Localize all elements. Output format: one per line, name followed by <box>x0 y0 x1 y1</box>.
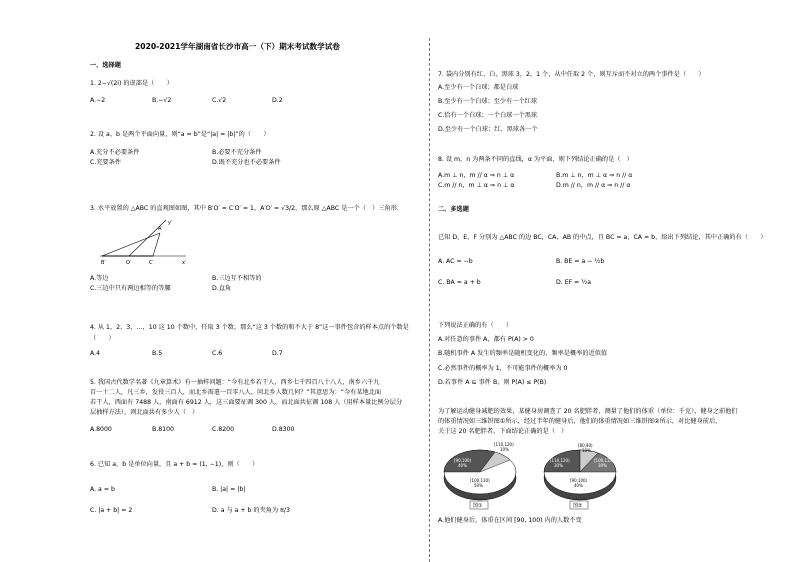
q7-stem: 7. 袋内分别有红、白、黑球 3，2，1 个，从中任取 2 个，则互斥而不对立的两个事件是（ ） <box>438 71 705 78</box>
q9-option-d[interactable]: D. EF = ½a <box>556 279 592 286</box>
pie1-label-p3: 10% <box>500 447 509 452</box>
q6-option-b[interactable]: B. |a| = |b| <box>212 486 246 493</box>
q1-option-b[interactable]: B.−√2 <box>152 97 172 104</box>
q6-option-d[interactable]: D. a 与 a + b 的夹角为 π/3 <box>212 507 290 514</box>
q10-option-d[interactable]: D.若事件 A ⊆ 事件 B，则 P(A) ≤ P(B) <box>438 379 547 386</box>
q4-option-c[interactable]: C.6 <box>212 350 223 357</box>
q10-option-c[interactable]: C.必然事件的概率为 1，不可能事件的概率为 0 <box>438 365 568 372</box>
q5-stem-line2: 百一十二人，凡三乡，发役三百人，而北乡需遣一百零八人，问北乡人数几何？”其意思为：“今有某地北面 <box>90 389 382 396</box>
q3-option-c[interactable]: C.三边中只有两边相等的等腰 <box>90 285 171 292</box>
q8-option-b[interactable]: B.m ⊥ n，m ⊥ α ⇒ n // α <box>556 172 633 179</box>
q5-option-c[interactable]: C.8200 <box>212 426 235 433</box>
pie2-label-p1: 30% <box>554 463 563 468</box>
q2-stem: 2. 设 a、b 是两个平面向量，则“a = b”是“|a| = |b|”的（ ） <box>90 131 270 138</box>
q3-label-a: A′ <box>158 226 163 232</box>
left-column <box>86 0 416 562</box>
page-title: 2020-2021学年湖南省长沙市高一（下）期末考试数学试卷 <box>135 42 340 51</box>
q3-option-d[interactable]: D.直角 <box>212 285 232 292</box>
q8-option-c[interactable]: C.m // n，m ⊥ α ⇒ n ⊥ α <box>438 182 515 189</box>
q3-label-c: C′ <box>149 260 154 266</box>
q4-option-a[interactable]: A.4 <box>90 350 101 357</box>
q5-stem-line1: 5. 我国古代数学名著《九章算术》有一抽样问题：“今有北乡若干人，西乡七千四百八十八人，南乡六千九 <box>90 379 380 386</box>
section-multi-choice: 二、多选题 <box>438 206 469 213</box>
pie1-label-s3: [110,120) <box>494 442 514 447</box>
pie1-caption: 图① <box>473 503 483 509</box>
pie1-label-p2: 50% <box>474 483 483 488</box>
q3-option-b[interactable]: B.三边互不相等的 <box>212 275 262 282</box>
q6-option-a[interactable]: A. a = b <box>90 486 115 493</box>
pie2-label-s3: [80,90) <box>578 443 593 448</box>
q1-option-d[interactable]: D.2 <box>272 97 283 104</box>
q10-option-a[interactable]: A.对任意的事件 A，都有 P(A) > 0 <box>438 336 534 343</box>
q9-option-a[interactable]: A. AC = −b <box>438 258 473 265</box>
pie2-label-p3: 10% <box>582 448 591 453</box>
q3-label-o: O′ <box>126 260 132 266</box>
q9-option-b[interactable]: B. BE = a − ½b <box>556 258 605 265</box>
pie1-label-s2: [100,110) <box>470 478 490 483</box>
q4-option-b[interactable]: B.5 <box>152 350 163 357</box>
q8-option-a[interactable]: A.m ⊥ n，m // α ⇒ n ⊥ α <box>438 172 515 179</box>
q5-option-a[interactable]: A.8000 <box>90 426 112 433</box>
pie-chart-1 <box>440 440 520 512</box>
q4-option-d[interactable]: D.7 <box>272 350 283 357</box>
q6-stem: 6. 已知 a，b 是单位向量，且 a + b = (1, −1)，则（ ） <box>90 461 259 468</box>
q11-option-a[interactable]: A.他们健身后，体重在区间 [90, 100) 内的人数不变 <box>438 517 582 524</box>
q7-option-d[interactable]: D.至少有一个白球；红、黑球各一个 <box>438 126 538 133</box>
q1-option-a[interactable]: A.−2 <box>90 97 106 104</box>
pie2-label-s4: [90,100) <box>570 478 588 483</box>
pie2-label-s2: [100,110) <box>594 458 614 463</box>
q6-option-c[interactable]: C. |a + b| = 2 <box>90 507 133 514</box>
pie2-label-s1: [110,120) <box>550 458 570 463</box>
q3-label-x: x′ <box>182 260 187 266</box>
q7-option-b[interactable]: B.至少有一个白球；至少有一个红球 <box>438 98 538 105</box>
pie1-label-s1: [90,100) <box>454 458 472 463</box>
q8-option-d[interactable]: D.m // n，m // α ⇒ n // α <box>556 182 631 189</box>
q2-option-d[interactable]: D.既不充分也不必要条件 <box>212 159 281 166</box>
q3-label-b: B′ <box>101 260 106 266</box>
q5-option-b[interactable]: B.8100 <box>152 426 174 433</box>
q11-stem-line2: 的体重情况如三维饼图①所示，经过半年的健身后，他们的体重情况如三维饼图②所示，对比健身前后， <box>438 418 722 425</box>
pie1-label-p1: 40% <box>458 463 467 468</box>
q4-stem-line2: （ ） <box>90 335 115 342</box>
q9-option-c[interactable]: C. BA = a + b <box>438 279 481 286</box>
q3-stem: 3. 水平放置的 △ABC 的直观图如图，其中 B′O′ = C′O′ = 1，A′O′ = √3/2，那么原 △ABC 是一个（ ）三角形. <box>90 205 399 212</box>
q5-stem-line3: 若干人，西面有 7488 人，南面有 6912 人，这三面要征调 300 人，而北面共征调 108 人（用样本量比例分层分 <box>90 399 403 406</box>
q1-option-c[interactable]: C.√2 <box>212 97 227 104</box>
q1-stem: 1. 2−√(2i) 的虚部是（ ） <box>90 80 173 87</box>
pie2-caption: 图② <box>573 503 583 509</box>
q7-option-c[interactable]: C.恰有一个白球；一个白球一个黑球 <box>438 112 538 119</box>
pie2-label-p4: 40% <box>574 483 583 488</box>
q2-option-a[interactable]: A.充分不必要条件 <box>90 149 140 156</box>
q2-option-c[interactable]: C.充要条件 <box>90 159 122 166</box>
q11-stem-line1: 为了解运动健身减肥的效果，某健身房调查了 20 名肥胖者，测量了他们的体重（单位：千克），健身之前他们 <box>438 408 738 415</box>
q5-option-d[interactable]: D.8300 <box>272 426 295 433</box>
q5-stem-line4: 层抽样方法），则北面共有多少人（ ） <box>90 409 199 416</box>
q7-option-a[interactable]: A.至少有一个白球；都是白球 <box>438 84 519 91</box>
q3-figure <box>100 218 190 268</box>
pie-chart-2 <box>540 440 620 512</box>
q4-stem-line1: 4. 从 1，2，3，…，10 这 10 个数中，任取 3 个数，那么“这 3 个数的和不大于 8”这一事件包含的样本点的个数是 <box>90 324 409 331</box>
column-divider <box>429 38 430 562</box>
right-column <box>438 0 768 562</box>
q3-option-a[interactable]: A.等边 <box>90 275 109 282</box>
q2-option-b[interactable]: B.必要不充分条件 <box>212 149 262 156</box>
section-choice: 一、选择题 <box>90 62 121 69</box>
q11-stem-line3: 关于这 20 名肥胖者，下面结论正确的是（ ） <box>438 428 568 435</box>
q10-option-b[interactable]: B.随机事件 A 发生的频率是随机变化的，频率是概率的近似值 <box>438 350 608 357</box>
q8-stem: 8. 设 m，n 为两条不同的直线，α 为平面，则下列结论正确的是（ ） <box>438 156 633 163</box>
q3-label-y: y′ <box>168 220 173 226</box>
q9-stem: 已知 D，E，F 分别为 △ABC 的边 BC，CA，AB 的中点，且 BC = a，CA = b，给出下列结论，其中正确的有（ ） <box>438 234 767 241</box>
pie2-label-p2: 30% <box>598 463 607 468</box>
q10-stem: 下列说法正确的有（ ） <box>438 322 513 329</box>
